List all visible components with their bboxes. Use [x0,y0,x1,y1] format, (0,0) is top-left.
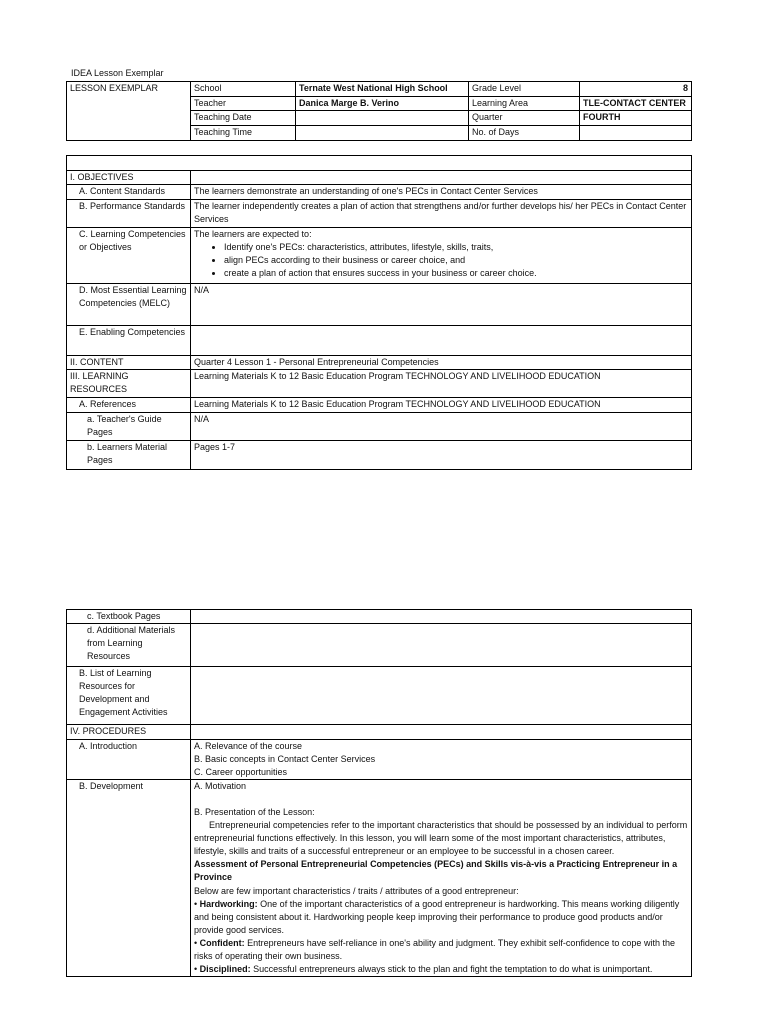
teachers-guide-text: N/A [191,413,692,441]
lesson-plan-table-continued [66,609,692,977]
trait-name: Disciplined: [199,963,251,974]
document-title: IDEA Lesson Exemplar [71,68,164,78]
introduction-line: A. Relevance of the course [194,741,303,752]
melc-label: D. Most Essential Learning Competencies (MELC) [67,284,191,326]
assessment-heading: Assessment of Personal Entrepreneurial Competencies (PECs) and Skills vis-à-vis a Practicing Entrepreneur in a Province [194,859,678,883]
references-label: A. References [67,398,191,413]
textbook-text [191,610,692,624]
trait-text: Entrepreneurs have self-reliance in one's ability and judgment. They exhibit self-confidence to cope with the risks of operating their own business. [194,937,675,961]
grade-level-label: Grade Level [469,82,580,97]
content-text: Quarter 4 Lesson 1 - Personal Entrepreneurial Competencies [191,356,692,370]
list-item: • align PECs according to their business or career choice, and [224,254,688,267]
list-item: • create a plan of action that ensures success in your business or career choice. [224,267,688,280]
performance-standards-label: B. Performance Standards [67,200,191,228]
traits-intro: Below are few important characteristics / traits / attributes of a good entrepreneur: [194,885,519,896]
grade-level-value: 8 [580,82,692,97]
learning-area-label: Learning Area [469,97,580,111]
learners-material-text: Pages 1-7 [191,441,692,470]
presentation-paragraph: Entrepreneurial competencies refer to the important characteristics that should be possessed by an individual to perform entrepreneurial functions effectively. In this lesson, you will learn some of the most important characteristics, attributes, lifestyle, skills and traits of a successful entrepreneur or an employee to be successful in a chosen career. [194,820,688,857]
additional-materials-text [191,624,692,667]
introduction-line: B. Basic concepts in Contact Center Services [194,754,376,765]
teachers-guide-label: a. Teacher's Guide Pages [67,413,191,441]
procedures-heading: IV. PROCEDURES [67,725,191,740]
lesson-plan-table [66,155,692,470]
content-standards-text: The learners demonstrate an understanding of one's PECs in Contact Center Services [191,185,692,200]
competencies-list [194,241,688,280]
list-resources-label: B. List of Learning Resources for Development and Engagement Activities [67,667,191,725]
school-label: School [191,82,296,97]
trait-text: Successful entrepreneurs always stick to the plan and fight the temptation to do what is unimportant. [250,963,653,974]
motivation-text: A. Motivation [194,781,247,792]
teaching-time-value [296,126,469,141]
objectives-value [191,171,692,185]
school-value: Ternate West National High School [296,82,469,97]
header-table [66,81,692,141]
trait-item: • Disciplined: Successful entrepreneurs always stick to the plan and fight the temptation to do what is unimportant. [194,963,653,974]
content-label: II. CONTENT [67,356,191,370]
teacher-label: Teacher [191,97,296,111]
additional-materials-label: d. Additional Materials from Learning Resources [67,624,191,667]
competencies-intro: The learners are expected to: [194,229,312,240]
quarter-label: Quarter [469,111,580,126]
procedures-value [191,725,692,740]
list-item: • Identify one's PECs: characteristics, attributes, lifestyle, skills, traits, [224,241,688,254]
objectives-heading: I. OBJECTIVES [67,171,191,185]
textbook-label: c. Textbook Pages [67,610,191,624]
references-text: Learning Materials K to 12 Basic Education Program TECHNOLOGY AND LIVELIHOOD EDUCATION [191,398,692,413]
introduction-cell [191,740,692,780]
days-value [580,126,692,141]
introduction-line: C. Career opportunities [194,767,288,778]
quarter-value: FOURTH [580,111,692,126]
presentation-heading: B. Presentation of the Lesson: [194,807,315,818]
introduction-label: A. Introduction [67,740,191,780]
trait-text: One of the important characteristics of a good entrepreneur is hardworking. This means working diligently and being consistent about it. Hardworking people keep improving their performance to produce good products and/or provide good services. [194,898,680,935]
learning-competencies-label: C. Learning Competencies or Objectives [67,228,191,284]
teaching-time-label: Teaching Time [191,126,296,141]
teaching-date-value [296,111,469,126]
content-standards-label: A. Content Standards [67,185,191,200]
teaching-date-label: Teaching Date [191,111,296,126]
list-resources-text [191,667,692,725]
development-cell [191,780,692,977]
teacher-value: Danica Marge B. Verino [296,97,469,111]
days-label: No. of Days [469,126,580,141]
enabling-label: E. Enabling Competencies [67,326,191,356]
trait-name: Hardworking: [199,898,258,909]
blank-row [67,156,692,171]
learning-resources-label: III. LEARNING RESOURCES [67,370,191,398]
learners-material-label: b. Learners Material Pages [67,441,191,470]
learning-area-value: TLE-CONTACT CENTER [580,97,692,111]
melc-text: N/A [191,284,692,326]
enabling-text [191,326,692,356]
learning-competencies-cell [191,228,692,284]
trait-name: Confident: [199,937,245,948]
trait-item: • Confident: Entrepreneurs have self-reliance in one's ability and judgment. They exhibit self-confidence to cope with the risks of operating their own business. [194,937,675,961]
learning-resources-text: Learning Materials K to 12 Basic Education Program TECHNOLOGY AND LIVELIHOOD EDUCATION [191,370,692,398]
lesson-exemplar-label: LESSON EXEMPLAR [67,82,191,141]
performance-standards-text: The learner independently creates a plan of action that strengthens and/or further develops his/ her PECs in Contact Center Services [191,200,692,228]
trait-item: • Hardworking: One of the important characteristics of a good entrepreneur is hardworking. This means working diligently and being consistent about it. Hardworking people keep improving their performance to produce good products and/or provide good services. [194,898,680,935]
development-label: B. Development [67,780,191,977]
